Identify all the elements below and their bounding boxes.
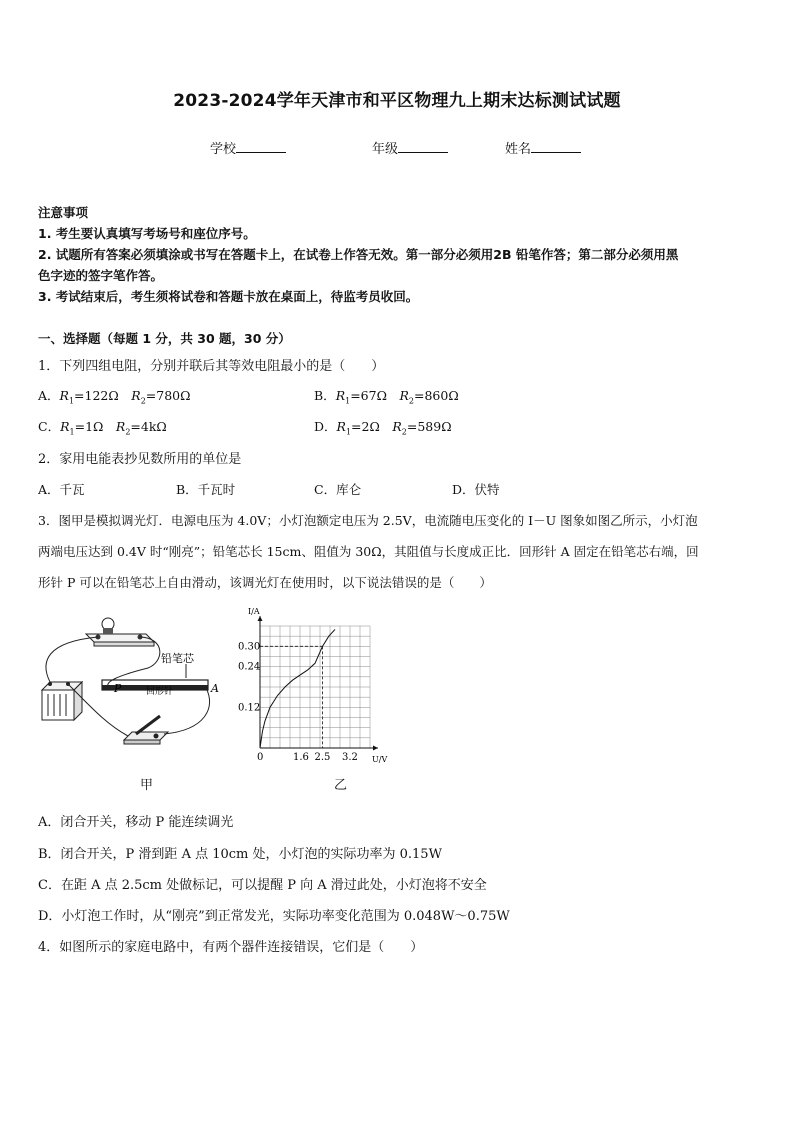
q1-option-d[interactable]: D．$R_1=2\Omega$ $R_2=589\Omega$ (314, 419, 452, 437)
x-tick-label: 1.6 (293, 752, 309, 763)
q2-option-c[interactable]: C．库仑 (314, 482, 362, 497)
school-label: 学校 (210, 142, 237, 157)
y-tick-label: 0.12 (238, 702, 261, 714)
fig-b-caption: 乙 (334, 778, 348, 793)
page-title: 2023-2024学年天津市和平区物理九上期末达标测试试题 (173, 91, 621, 111)
y-axis-label: I/A (248, 607, 260, 616)
q3-option-a[interactable]: A．闭合开关，移动 P 能连续调光 (38, 815, 234, 830)
school-field[interactable] (210, 138, 286, 157)
name-label: 姓名 (505, 142, 532, 157)
q1-option-b[interactable]: B．$R_1=67\Omega$ $R_2=860\Omega$ (314, 388, 459, 406)
x-axis-arrow (373, 746, 378, 751)
y-axis-arrow (258, 616, 263, 621)
q4-stem: 4．如图所示的家庭电路中，有两个器件连接错误，它们是（ ） (38, 940, 424, 955)
bulb-icon (102, 618, 114, 634)
q3-stem-1: 3．图甲是模拟调光灯．电源电压为 4.0V；小灯泡额定电压为 2.5V，电流随电压变化的 I－U 图象如图乙所示，小灯泡 (38, 513, 698, 528)
q3-option-d[interactable]: D．小灯泡工作时，从“刚亮”到正常发光，实际功率变化范围为 0.048W～0.75W (38, 909, 510, 924)
q2-option-d[interactable]: D．伏特 (452, 482, 500, 497)
x-tick-label: 3.2 (342, 752, 358, 763)
iu-curve (260, 629, 335, 748)
notice-item-2: 2. 试题所有答案必须填涂或书写在答题卡上，在试卷上作答无效。第一部分必须用2B 铅笔作答；第二部分必须用黑 (38, 247, 679, 262)
name-field[interactable] (505, 138, 581, 157)
q2-stem: 2．家用电能表抄见数所用的单位是 (38, 452, 242, 467)
q2-option-b[interactable]: B．千瓦时 (176, 482, 236, 497)
notice-item-3: 3. 考试结束后，考生须将试卷和答题卡放在桌面上，待监考员收回。 (38, 289, 419, 304)
notice-item-1: 1. 考生要认真填写考场号和座位序号。 (38, 226, 256, 241)
q1-option-c[interactable]: C．$R_1=1\Omega$ $R_2=4k\Omega$ (38, 419, 167, 437)
q1-stem: 1．下列四组电阻，分别并联后其等效电阻最小的是（ ） (38, 359, 385, 374)
x-tick-label: 2.5 (314, 752, 331, 763)
origin-label: 0 (257, 752, 264, 763)
q2-option-a[interactable]: A．千瓦 (38, 482, 85, 497)
clip-label: 回形针 (146, 687, 174, 697)
grade-field[interactable] (372, 138, 448, 157)
notice-item-2-cont: 色字迹的签字笔作答。 (38, 268, 164, 283)
fig-a-caption: 甲 (140, 778, 154, 793)
pencil-label: 铅笔芯 (161, 652, 194, 665)
chart-grid (260, 626, 370, 748)
q1-option-a[interactable]: A．$R_1=122\Omega$ $R_2=780\Omega$ (38, 388, 191, 406)
q3-option-b[interactable]: B．闭合开关，P 滑到距 A 点 10cm 处，小灯泡的实际功率为 0.15W (38, 847, 442, 862)
iu-chart (232, 607, 392, 764)
switch-icon (124, 716, 168, 744)
circuit-figure (36, 612, 236, 757)
grade-label: 年级 (372, 142, 399, 157)
y-tick-label: 0.24 (238, 661, 261, 673)
battery-icon (42, 682, 82, 720)
notice-heading: 注意事项 (38, 205, 89, 220)
y-tick-label: 0.30 (238, 641, 261, 653)
section-heading: 一、选择题（每题 1 分，共 30 题，30 分） (38, 331, 291, 346)
x-axis-label: U/V (372, 755, 388, 764)
p-label: P (114, 682, 122, 695)
q3-stem-2: 两端电压达到 0.4V 时“刚亮”；铅笔芯长 15cm、阻值为 30Ω，其阻值与长度成正比．回形针 A 固定在铅笔芯右端，回 (38, 544, 699, 559)
q3-option-c[interactable]: C．在距 A 点 2.5cm 处做标记，可以提醒 P 向 A 滑过此处，小灯泡将不安全 (38, 878, 487, 893)
q3-stem-3: 形针 P 可以在铅笔芯上自由滑动，该调光灯在使用时，以下说法错误的是（ ） (38, 575, 492, 590)
a-label: A (211, 682, 219, 695)
